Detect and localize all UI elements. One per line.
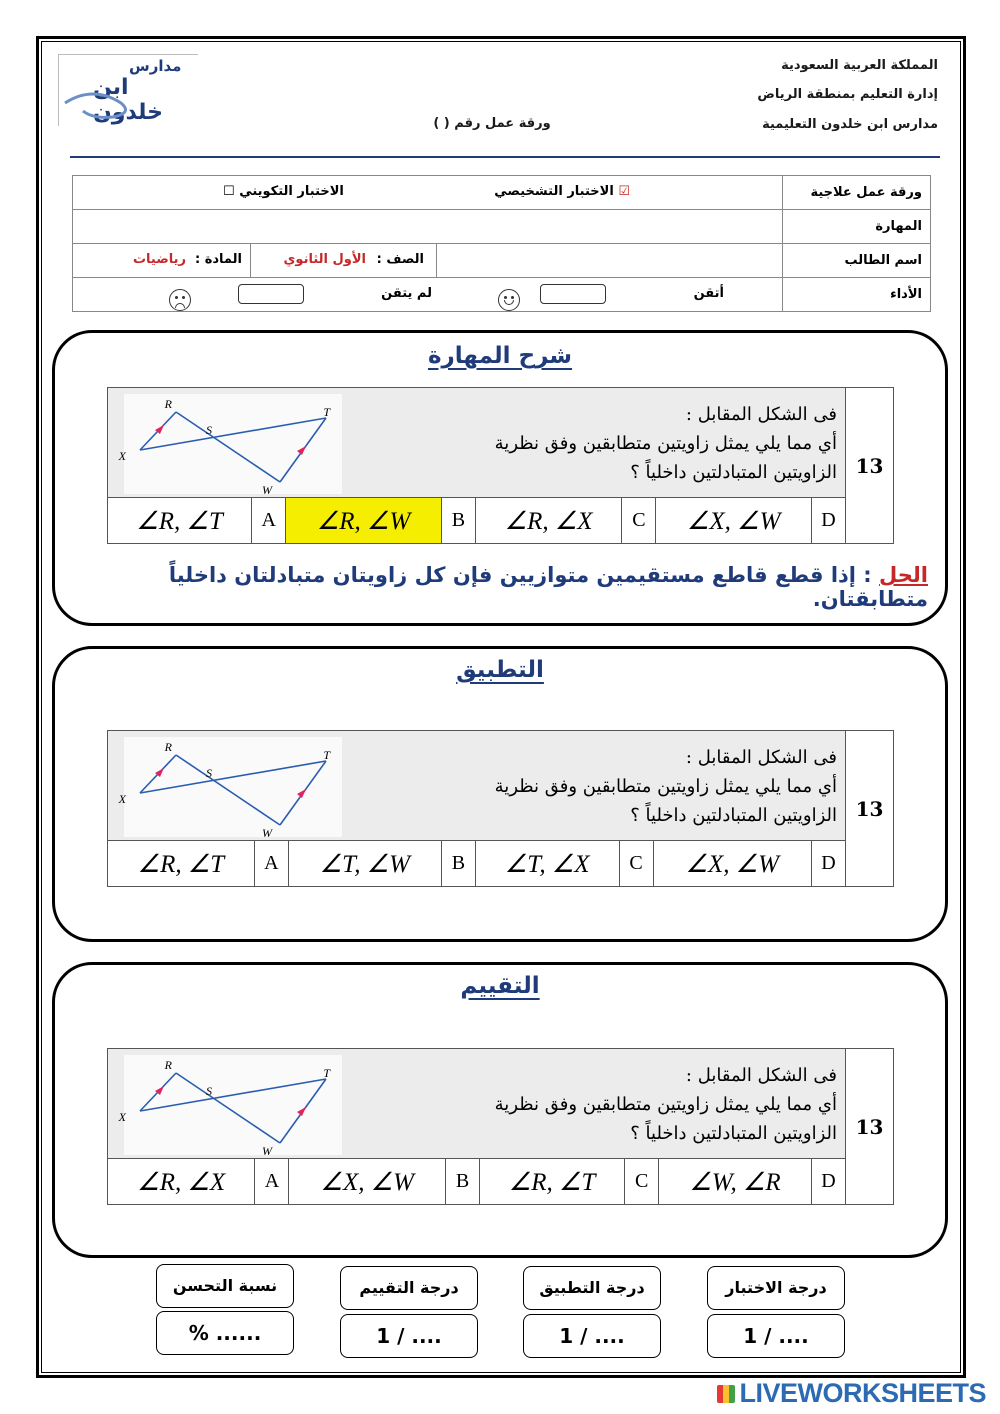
question-line: أي مما يلي يمثل زاويتين متطابقين وفق نظرية	[494, 433, 837, 454]
improvement-value[interactable]: % ......	[156, 1311, 294, 1355]
option-d[interactable]: ∠X, ∠W	[656, 498, 812, 544]
performance-label: الأداء	[783, 278, 931, 312]
sad-face-icon	[169, 289, 191, 311]
segment-rw	[176, 412, 280, 482]
logo-swoosh-icon	[63, 83, 143, 123]
figure-label: W	[262, 826, 272, 840]
test-score-value[interactable]: 1 / ....	[707, 1314, 845, 1358]
application-score-value[interactable]: 1 / ....	[523, 1314, 661, 1358]
subject-value: رياضيات	[132, 252, 186, 267]
diagnostic-checkbox[interactable]: ☑	[618, 184, 630, 199]
question-table	[107, 1048, 894, 1205]
liveworksheets-text: LIVEWORKSHEETS	[739, 1378, 986, 1408]
option-b[interactable]: ∠T, ∠W	[288, 841, 441, 887]
figure-label: W	[262, 483, 272, 497]
figure-label: X	[118, 1110, 126, 1124]
diagnostic-label: الاختبار التشخيصي	[494, 184, 614, 199]
application-score-label: درجة التطبيق	[523, 1266, 661, 1310]
worksheet-number: ورقة عمل رقم ( )	[433, 116, 551, 131]
option-letter: C	[625, 1159, 659, 1205]
option-c[interactable]: ∠T, ∠X	[475, 841, 619, 887]
figure-label: X	[118, 792, 126, 806]
section-title: شرح المهارة	[427, 343, 573, 369]
grade-label: الصف :	[376, 252, 424, 267]
question-line: فى الشكل المقابل :	[685, 404, 837, 425]
option-c[interactable]: ∠R, ∠T	[480, 1159, 625, 1205]
option-letter: D	[812, 498, 846, 544]
subject-label: المادة :	[194, 252, 242, 267]
figure-label: S	[206, 1084, 212, 1098]
option-letter: A	[255, 1159, 289, 1205]
option-letter: C	[619, 841, 653, 887]
question-line: أي مما يلي يمثل زاويتين متطابقين وفق نظرية	[494, 1094, 837, 1115]
option-letter: A	[252, 498, 286, 544]
section-title: التقييم	[460, 973, 540, 999]
question-text	[417, 1061, 837, 1148]
figure-label: T	[323, 1066, 330, 1080]
geometry-figure	[118, 1055, 342, 1158]
question-table	[107, 730, 894, 887]
question-line: الزاويتين المتبادلتين داخلياً ؟	[630, 805, 837, 826]
option-b[interactable]: ∠R, ∠W	[286, 498, 442, 544]
question-text	[417, 400, 837, 487]
question-number: 13	[846, 731, 894, 887]
formative-option[interactable]	[223, 184, 344, 199]
option-letter: D	[812, 841, 846, 887]
question-number: 13	[846, 1049, 894, 1205]
geometry-figure	[118, 737, 342, 840]
figure-label: S	[206, 766, 212, 780]
mastered-box[interactable]	[540, 284, 606, 304]
segment-xt	[140, 1079, 326, 1111]
type-label: ورقة عمل علاجية	[783, 176, 931, 210]
question-line: فى الشكل المقابل :	[685, 1065, 837, 1086]
option-letter: C	[622, 498, 656, 544]
segment-rw	[176, 1073, 280, 1143]
option-letter: B	[441, 498, 475, 544]
parallel-arrow-icon	[297, 1107, 306, 1116]
header-divider	[70, 156, 940, 158]
diagnostic-option[interactable]	[494, 184, 630, 199]
geometry-figure	[118, 394, 342, 497]
grade-value: الأول الثانوي	[283, 252, 366, 267]
solution-label: الحل	[879, 563, 928, 587]
not-mastered-box[interactable]	[238, 284, 304, 304]
logo-big-text: ابن خلدون	[93, 75, 163, 125]
logo-small-text: مدارس	[129, 57, 182, 75]
question-body	[108, 1049, 846, 1159]
option-d[interactable]: ∠X, ∠W	[653, 841, 811, 887]
student-label: اسم الطالب	[783, 244, 931, 278]
figure-label: T	[323, 748, 330, 762]
assessment-score-value[interactable]: 1 / ....	[340, 1314, 478, 1358]
liveworksheets-logo[interactable]	[717, 1378, 986, 1409]
student-name-field[interactable]	[437, 244, 783, 278]
liveworksheets-icon	[717, 1385, 735, 1403]
option-c[interactable]: ∠R, ∠X	[475, 498, 621, 544]
admin-text: إدارة التعليم بمنطقة الرياض	[757, 87, 938, 102]
happy-face-icon	[498, 289, 520, 311]
question-body	[108, 388, 846, 498]
assessment-score-label: درجة التقييم	[340, 1266, 478, 1310]
kingdom-text: المملكة العربية السعودية	[781, 58, 938, 73]
improvement-label: نسبة التحسن	[156, 1264, 294, 1308]
question-body	[108, 731, 846, 841]
solution-body: : إذا قطع قاطع مستقيمين متوازيين فإن كل زاويتان متبادلتان داخلياً متطابقتان.	[168, 563, 928, 611]
option-b[interactable]: ∠X, ∠W	[289, 1159, 446, 1205]
figure-label: R	[164, 397, 172, 411]
figure-label: T	[323, 405, 330, 419]
not-mastered-label: لم يتقن	[381, 286, 432, 301]
segment-xt	[140, 418, 326, 450]
school-logo	[58, 54, 198, 126]
question-text	[417, 743, 837, 830]
section-title: التطبيق	[456, 657, 544, 683]
parallel-arrow-icon	[297, 789, 306, 798]
question-line: الزاويتين المتبادلتين داخلياً ؟	[630, 462, 837, 483]
segment-xt	[140, 761, 326, 793]
figure-label: X	[118, 449, 126, 463]
grade-subject-divider	[250, 244, 251, 277]
question-line: أي مما يلي يمثل زاويتين متطابقين وفق نظرية	[494, 776, 837, 797]
skill-value[interactable]	[73, 210, 783, 244]
school-text: مدارس ابن خلدون التعليمية	[762, 117, 938, 132]
question-table	[107, 387, 894, 544]
test-score-label: درجة الاختبار	[707, 1266, 845, 1310]
option-letter: B	[441, 841, 475, 887]
option-a[interactable]: ∠R, ∠X	[108, 1159, 255, 1205]
figure-label: R	[164, 740, 172, 754]
figure-label: S	[206, 423, 212, 437]
question-line: الزاويتين المتبادلتين داخلياً ؟	[630, 1123, 837, 1144]
test-type-cell	[73, 176, 783, 210]
formative-checkbox[interactable]: ☐	[223, 184, 235, 199]
option-d[interactable]: ∠W, ∠R	[659, 1159, 812, 1205]
info-table	[72, 175, 931, 312]
mastered-label: أتقن	[693, 286, 724, 301]
question-number: 13	[846, 388, 894, 544]
grade-subject-cell	[73, 244, 437, 278]
figure-label: R	[164, 1058, 172, 1072]
option-a[interactable]: ∠R, ∠T	[108, 498, 252, 544]
skill-label: المهارة	[783, 210, 931, 244]
figure-label: W	[262, 1144, 272, 1158]
option-letter: D	[812, 1159, 846, 1205]
parallel-arrow-icon	[297, 446, 306, 455]
performance-cell	[73, 278, 783, 312]
option-letter: B	[446, 1159, 480, 1205]
formative-label: الاختبار التكويني	[239, 184, 344, 199]
solution-text	[86, 563, 928, 611]
option-a[interactable]: ∠R, ∠T	[108, 841, 255, 887]
question-line: فى الشكل المقابل :	[685, 747, 837, 768]
segment-rw	[176, 755, 280, 825]
option-letter: A	[254, 841, 288, 887]
